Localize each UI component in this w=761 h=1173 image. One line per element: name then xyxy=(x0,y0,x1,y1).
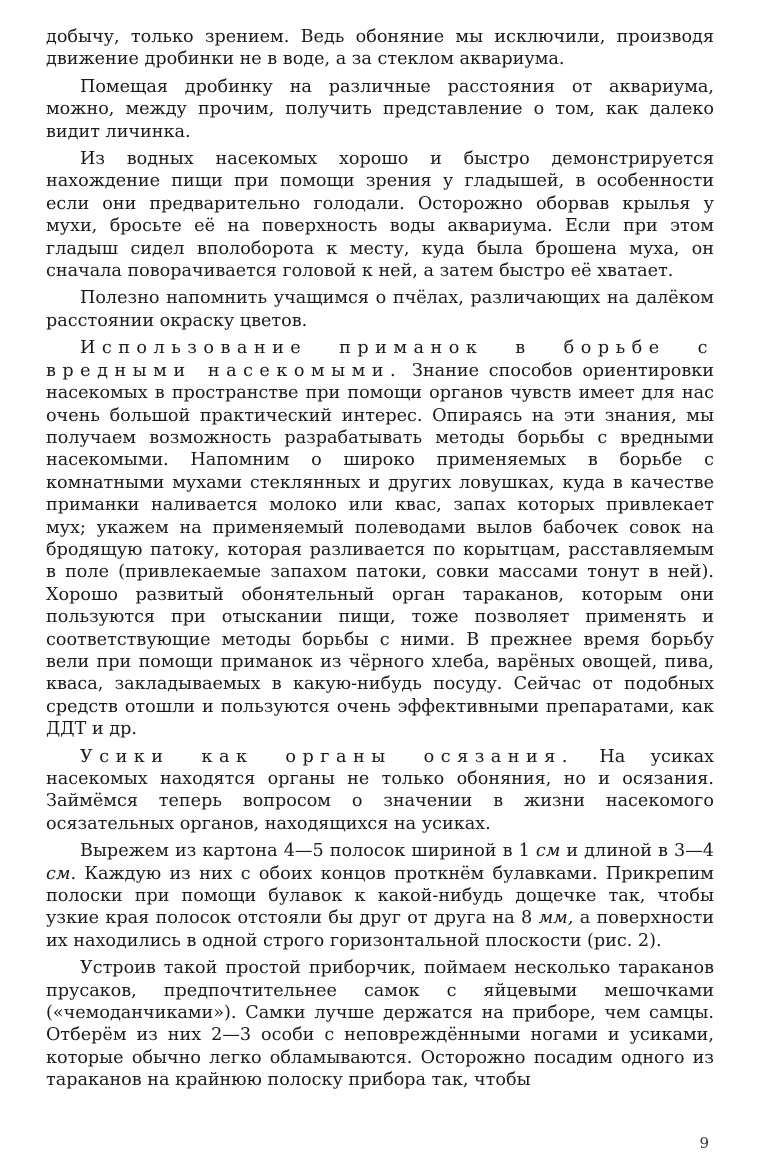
paragraph-6-body: На усиках насекомых находятся органы не только обоняния, но и осязания. Займёмся теперь вопросом о значении в жизни насекомого осязательных органов, находящихся на усиках. xyxy=(46,746,714,834)
unit-cm-2: см. xyxy=(46,863,77,884)
section-heading-antennae: Усики как органы осязания. xyxy=(80,746,574,767)
paragraph-7-part-a: Вырежем из картона 4—5 полосок шириной в 1 xyxy=(80,841,530,862)
unit-cm-1: см xyxy=(535,841,561,862)
unit-mm: мм, xyxy=(538,908,574,929)
paragraph-6 xyxy=(46,746,714,836)
paragraph-2: Помещая дробинку на различные расстояния от аквариума, можно, между прочим, получить представление о том, как далеко видит личинка. xyxy=(46,76,714,142)
paragraph-3: Из водных насекомых хорошо и быстро демонстрируется нахождение пищи при помощи зрения у гладышей, в особенности если они предварительно голодали. Осторожно оборвав крылья у мухи, бросьте её на поверхность воды аквариума. Если при этом гладыш сидел вполоборота к месту, куда была брошена муха, он сначала поворачивается головой к ней, а затем быстро её хватает. xyxy=(46,149,714,282)
page-body xyxy=(46,26,714,1097)
paragraph-7-part-b: и длиной в 3—4 xyxy=(566,841,714,862)
paragraph-5 xyxy=(46,337,714,740)
paragraph-5-body: Знание способов ориентировки насекомых в пространстве при помощи органов чувств имеет для нас очень большой практический интерес. Опираясь на эти знания, мы получаем возможность разрабатывать методы борьбы с вредными насекомыми. Напомним о широко применяемых в борьбе с комнатными мухами стеклянных и других ловушках, куда в качестве приманки наливается молоко или квас, запах которых привлекает мух; укажем на применяемый полеводами вылов бабочек совок на бродящую патоку, которая разливается по корытцам, расставляемым в поле (привлекаемые запахом патоки, совки массами тонут в ней). Хорошо развитый обонятельный орган тараканов, которым они пользуются при отыскании пищи, тоже позволяет применять и соответствующие методы борьбы с ними. В прежнее время борьбу вели при помощи приманок из чёрного хлеба, варёных овощей, пива, кваса, закладываемых в какую-нибудь посуду. Сейчас от подобных средств отошли и пользуются очень эффективными препаратами, как ДДТ и др. xyxy=(46,360,714,740)
paragraph-1: добычу, только зрением. Ведь обоняние мы исключили, производя движение дробинки не в воде, а за стеклом аквариума. xyxy=(46,27,714,70)
paragraph-7 xyxy=(46,840,714,952)
paragraph-7-part-d: а поверхности их находились в одной строго горизонтальной плоскости (рис. 2). xyxy=(46,908,715,951)
paragraph-7-part-c: Каждую из них с обоих концов проткнём булавками. Прикрепим полоски при помощи булавок к какой-нибудь дощечке так, чтобы узкие края полосок отстояли бы друг от друга на 8 xyxy=(46,863,714,929)
paragraph-8: Устроив такой простой приборчик, поймаем несколько тараканов прусаков, предпочтительнее самок с яйцевыми мешочками («чемоданчиками»). Самки лучше держатся на приборе, чем самцы. Отберём из них 2—3 особи с неповреждёнными ногами и усиками, которые обычно легко обламываются. Осторожно посадим одного из тараканов на крайнюю полоску прибора так, чтобы xyxy=(46,958,714,1091)
paragraph-4: Полезно напомнить учащимся о пчёлах, различающих на далёком расстоянии окраску цветов. xyxy=(46,288,714,331)
section-heading-baits: Использование приманок в борьбе с вредными насекомыми. xyxy=(46,338,714,381)
page-number: 9 xyxy=(699,1134,709,1152)
